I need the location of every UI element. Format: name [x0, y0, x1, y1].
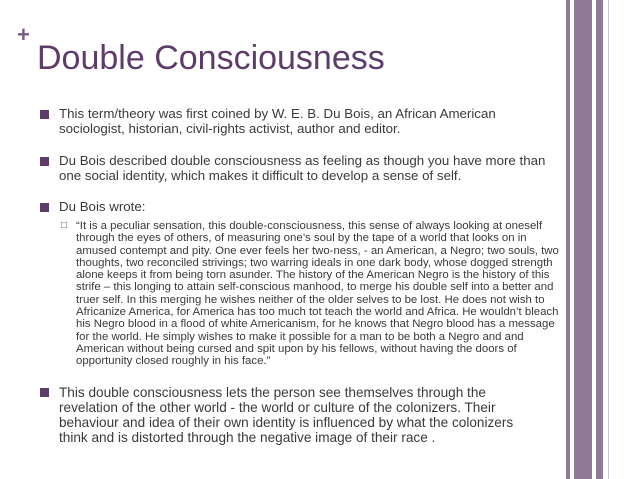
bullet-text: Du Bois wrote: — [59, 199, 146, 214]
plus-mark: + — [17, 22, 30, 47]
decorative-bar-thick — [574, 0, 592, 479]
decorative-bar-medium — [596, 0, 603, 479]
square-bullet-icon — [40, 157, 49, 166]
bullet-text: Du Bois described double consciousness as feeling as though you have more than one social identity, which makes it difficult to develop a sense of self. — [59, 153, 546, 183]
slide-title: Double Consciousness — [37, 39, 385, 77]
square-bullet-icon — [40, 110, 49, 119]
quote-text: “It is a peculiar sensation, this double-consciousness, this sense of always looking at oneself through the eyes of others, of measuring one’s soul by the tape of a world that looks on in amused contempt and pity. One ever feels her two-ness, - an American, a Negro; two souls, two thoughts, two reconciled strivings; two warring ideals in one dark body, whose dogged strength alone keeps it from being torn asunder. The history of the American Negro is the history of this strife – this longing to attain self-conscious manhood, to merge his double self into a better and truer self. In this merging he wishes neither of the older selves to be lost. He does not wish to Africanize America, for America has too much tot teach the world and Africa. He wouldn’t bleach his Negro blood in a flood of white Americanism, for he knows that Negro blood has a message for the world. He simply wishes to make it possible for a man to be both a Negro and and American without being cursed and spit upon by his fellows, without having the doors of opportunity closed roughly in his face.” — [76, 220, 559, 368]
decorative-bar-thin — [566, 0, 570, 479]
square-bullet-icon — [40, 388, 49, 397]
hollow-square-bullet-icon: □ — [61, 220, 68, 231]
bullet-text: This double consciousness lets the person see themselves through the revelation of the other world - the world or culture of the colonizers. Their behaviour and idea of their own identity is influenced by what the colonizers think and is distorted through the negative image of their race . — [59, 385, 514, 445]
bullet-text: This term/theory was first coined by W. E. B. Du Bois, an African American sociologist, historian, civil-rights activist, author and editor. — [59, 106, 496, 136]
decorative-bar-hairline — [608, 0, 609, 479]
square-bullet-icon — [40, 203, 49, 212]
